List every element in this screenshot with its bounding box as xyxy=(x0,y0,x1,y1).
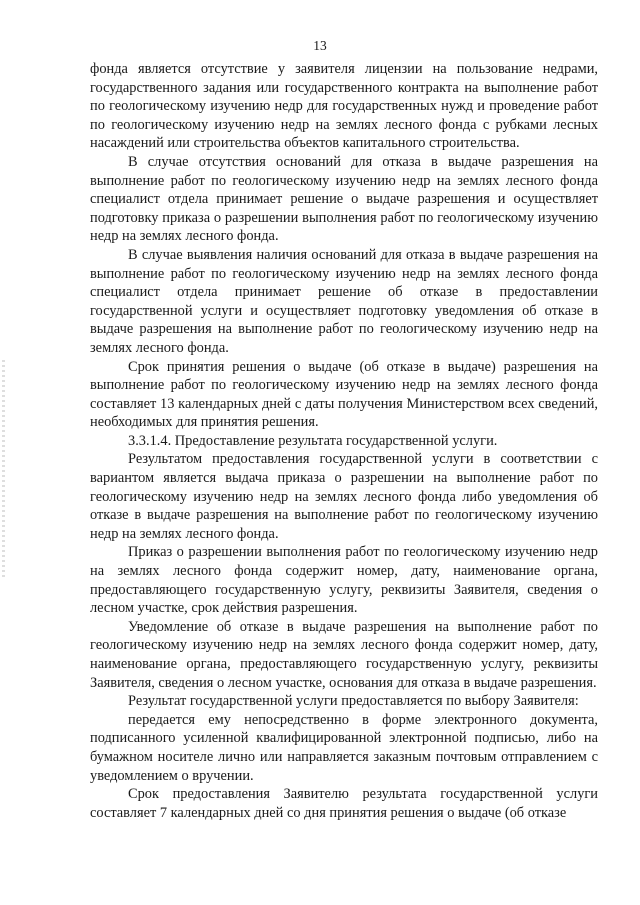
section-heading-3-3-1-4: 3.3.1.4. Предоставление результата государственной услуги. xyxy=(128,432,498,449)
paragraph-no-grounds: В случае отсутствия оснований для отказа в выдаче разрешения на выполнение работ по геологическому изучению недр на землях лесного фонда специалист отдела принимает решение о выдаче разрешения и осуществляет подготовку приказа о разрешении выполнения работ по геологическому изучению недр на землях лесного фонда. xyxy=(90,153,598,245)
document-body xyxy=(90,60,598,822)
paragraph-grounds-found: В случае выявления наличия оснований для отказа в выдаче разрешения на выполнение работ по геологическому изучению недр на землях лесного фонда специалист отдела принимает решение об отказе в предоставлении государственной услуги и осуществляет подготовку уведомления об отказе в выдаче разрешения на выполнение работ по геологическому изучению недр на землях лесного фонда. xyxy=(90,246,598,356)
page-number: 13 xyxy=(313,38,327,53)
paragraph-result-delivery: Результат государственной услуги предоставляется по выбору Заявителя: xyxy=(128,693,579,710)
paragraph-continuation: фонда является отсутствие у заявителя лицензии на пользование недрами, государственного задания или государственного контракта на выполнение работ по геологическому изучению недр для государственных нужд и проведение работ по геологическому изучению недр на землях лесного фонда с рубками лесных насаждений или строительства объектов капитального строительства. xyxy=(90,61,598,152)
paragraph-delivery-deadline: Срок предоставления Заявителю результата государственной услуги составляет 7 календарных дней со дня принятия решения о выдаче (об отказе xyxy=(90,786,598,821)
paragraph-decision-deadline: Срок принятия решения о выдаче (об отказе в выдаче) разрешения на выполнение работ по геологическому изучению недр на землях лесного фонда составляет 13 календарных дней с даты получения Министерством всех сведений, необходимых для принятия решения. xyxy=(90,358,598,431)
paragraph-delivery-methods: передается ему непосредственно в форме электронного документа, подписанного усиленной квалифицированной электронной подписью, либо на бумажном носителе лично или направляется заказным почтовым отправлением с уведомлением о вручении. xyxy=(90,711,598,784)
scan-margin-mark xyxy=(2,360,5,580)
paragraph-order-contents: Приказ о разрешении выполнения работ по геологическому изучению недр на землях лесного фонда содержит номер, дату, наименование органа, предоставляющего государственную услугу, реквизиты Заявителя, сведения о лесном участке, срок действия разрешения. xyxy=(90,544,598,617)
paragraph-result: Результатом предоставления государственной услуги в соответствии с вариантом является выдача приказа о разрешении на выполнение работ по геологическому изучению недр на землях лесного фонда либо уведомления об отказе в выдаче разрешения на выполнение работ по геологическому изучению недр на землях лесного фонда. xyxy=(90,451,598,542)
paragraph-notice-contents: Уведомление об отказе в выдаче разрешения на выполнение работ по геологическому изучению недр на землях лесного фонда содержит номер, дату, наименование органа, предоставляющего государственную услугу, реквизиты Заявителя, сведения о лесном участке, основания для отказа в выдаче разрешения. xyxy=(90,618,598,691)
